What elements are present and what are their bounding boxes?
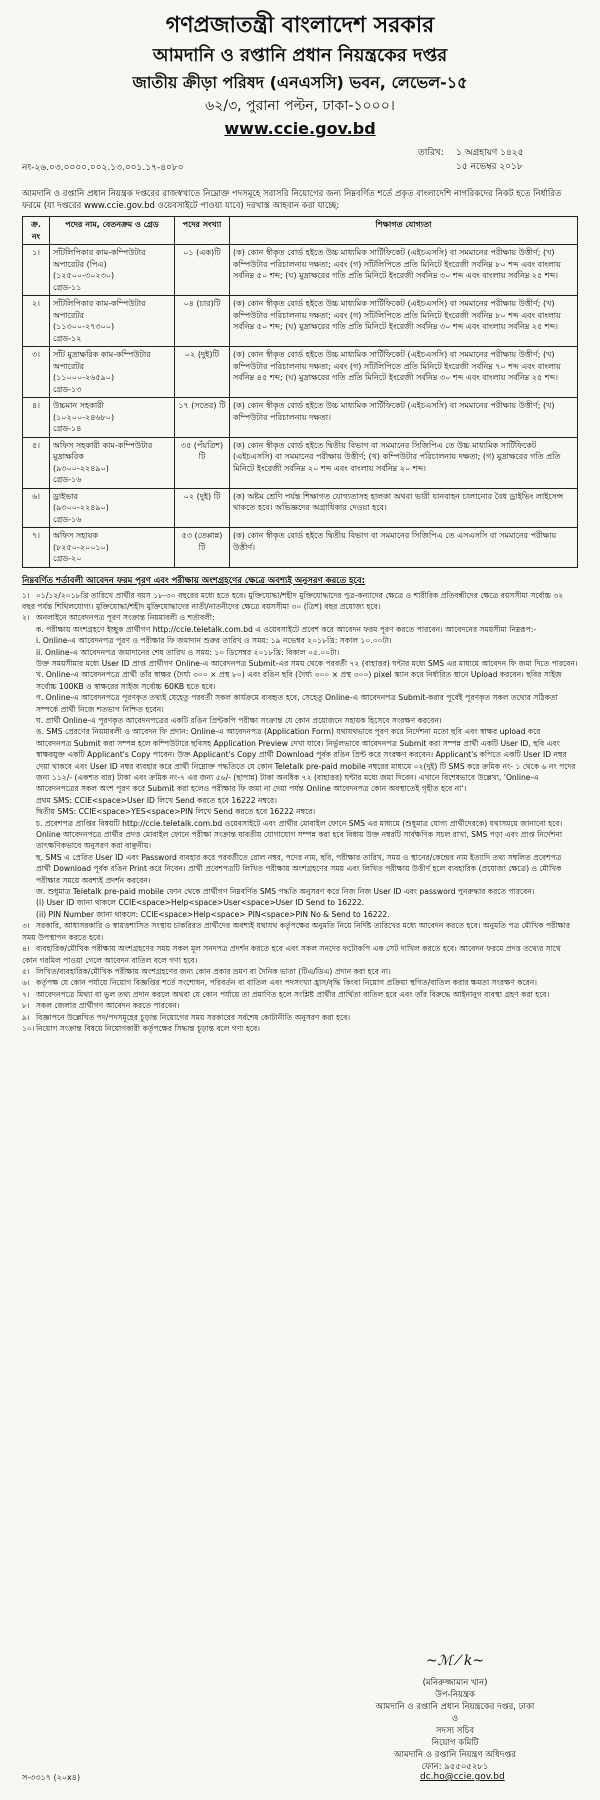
- post-name: অফিস সহায়ক: [53, 531, 99, 540]
- condition-item: [22, 897, 578, 908]
- qualification: (ক) কোন স্বীকৃত বোর্ড হইতে দ্বিতীয় বিভাগ বা সমমানের সিজিপিএ তে উচ্চ মাধ্যমিক সার্টিফিকেট (এইচএসসি) বা সমমানের পরীক্ষায় উত্তীর্ণ; (খ) কম্পিউটার পরিচালনায় দক্ষতা; (গ) মুদ্রাক্ষরের গতি প্রতি মিনিটে ইংরেজী সর্বনিম্ন ২০ শব্দ এবং বাংলায় সর্বনিম্ন ২০ শব্দ।: [230, 437, 578, 488]
- pay-scale: (৮২৫০-২০০১০): [53, 542, 109, 552]
- condition-text: i. Online-এ আবেদনপত্র পূরণ ও পরীক্ষার ফি জমাদান শুরুর তারিখ ও সময়: ১৯ নভেম্বর ২০১৮খ্রি: সকাল ১০.০০টা।: [36, 636, 392, 646]
- condition-item: [22, 612, 578, 623]
- qualification: (ক) কোন স্বীকৃত বোর্ড হইতে উচ্চ মাধ্যমিক সার্টিফিকেট (এইচএসসি) বা সমমানের পরীক্ষায় উত্তীর্ণ; (খ) কম্পিউটার পরিচালনায় দক্ষতা; এবং (গ) সাঁটলিপিতে প্রতি মিনিটে ইংরেজী সর্বনিম্ন ৭০ শব্দ এবং বাংলায় সর্বনিম্ন ৪৫ শব্দ; (ঘ) মুদ্রাক্ষরের গতি প্রতি মিনিটে ইংরেজী সর্বনিম্ন ৩০ শব্দ এবং বাংলায় সর্বনিম্ন ২৫ শব্দ।: [230, 347, 578, 398]
- condition-text: ঘ. প্রার্থী Online-এ পূরণকৃত আবেদনপত্রের একটি রঙিন প্রিন্টকপি পরীক্ষা সংক্রান্ত যে কোন প্রয়োজনে সহায়ক হিসেবে সংরক্ষণ করবেন।: [36, 715, 442, 725]
- condition-number: ১।: [22, 590, 30, 600]
- condition-text: বিজ্ঞাপনে উল্লেখিত পদ/পদসমূহের চূড়ান্ত নিয়োগের সময় সরকারের সর্বশেষ কোটানীতি অনুসরণ করা হবে।: [36, 1012, 351, 1022]
- pay-grade: গ্রেড-২০: [53, 554, 82, 563]
- print-code: স-৩৩১৭ (২০x৪): [22, 1773, 81, 1782]
- qualification: (ক) কোন স্বীকৃত বোর্ড হইতে উচ্চ মাধ্যমিক সার্টিফিকেট (এইচএসসি) বা সমমানের পরীক্ষায় উত্তীর্ণ; (খ) কম্পিউটার পরিচালনায় দক্ষতা; এবং (গ) সাঁটলিপিতে প্রতি মিনিটে ইংরেজী সর্বনিম্ন ৮০ শব্দ এবং বাংলায় সর্বনিম্ন ৫০ শব্দ; (ঘ) মুদ্রাক্ষরের গতি প্রতি মিনিটে ইংরেজী সর্বনিম্ন ৩০ শব্দ এবং বাংলায় সর্বনিম্ন ২৫ শব্দ।: [230, 245, 578, 296]
- conditions-title: নিম্নবর্ণিত শর্তাবলী আবেদন ফরম পূরণ এবং পরীক্ষায় অংশগ্রহণের ক্ষেত্রে অবশ্যই অনুসরণ করতে হবে:: [22, 575, 366, 586]
- signatory-name: (মনিরুজ্জামান খান): [422, 1678, 488, 1688]
- pay-scale: (৯৩০০-২২৪৯০): [53, 463, 109, 473]
- pay-grade: গ্রেড-১২: [53, 333, 82, 343]
- condition-number: ৯।: [22, 1012, 30, 1022]
- date-english: ১৫ নভেম্বর ২০১৮: [456, 162, 523, 172]
- table-row: [23, 245, 578, 296]
- pay-scale: (১১৩০০-২৭৩০০): [53, 322, 115, 331]
- condition-item: [22, 909, 578, 920]
- notice-page: [22, 12, 578, 1034]
- condition-item: [22, 647, 578, 658]
- pay-grade: গ্রেড-১১: [53, 282, 82, 292]
- row-post: [50, 528, 175, 568]
- header-post-count: পদের সংখ্যা: [175, 217, 230, 245]
- pay-scale: (১১০০০-২৬৫৯০): [53, 373, 115, 382]
- issue-date: [418, 146, 568, 174]
- pay-scale: (১০২০০-২৪৬৮০): [53, 412, 115, 422]
- condition-text: জ. শুধুমাত্র Teletalk pre-paid mobile ফোন থেকে প্রার্থীগণ নিম্নবর্ণিত SMS পদ্ধতি অনুসরণ করে নিজ নিজ User ID এবং password পুনরুদ্ধার করতে পারবেন।: [36, 887, 535, 897]
- qualification: (ক) কোন স্বীকৃত বোর্ড হইতে দ্বিতীয় বিভাগ বা সমমানের সিজিপিএ তে এসএসসি বা সমমানের পরীক্ষায় উত্তীর্ণ।: [230, 528, 578, 568]
- condition-item: [22, 1012, 578, 1023]
- contact-email[interactable]: dc.ho@ccie.gov.bd: [420, 1772, 505, 1782]
- post-count: ০২ (দুই) টি: [175, 488, 230, 528]
- post-count: ৩৫ (পঁয়ত্রিশ) টি: [175, 437, 230, 488]
- post-name: উচ্চমান সহকারী: [53, 401, 104, 410]
- posts-table: [22, 216, 578, 568]
- post-count: ০৪ (চার)টি: [175, 296, 230, 347]
- post-count: ৫৩ (তেপ্পান্ন) টি: [175, 528, 230, 568]
- condition-item: [22, 806, 578, 817]
- condition-text: ঙ. SMS প্রেরণের নিয়মাবলী ও আবেদন ফি প্রদান: Online-এ আবেদনপত্র (Application Form) যথাযথভাবে পূরণ করে নির্দেশনা মতো ছবি এবং স্বাক্ষর upload করে আবেদনপত্র Submit করা সম্পন্ন হলে কম্পিউটারে ছবিসহ Application Preview দেখা যাবে। নির্ভুলভাবে আবেদনপত্র Submit করা সম্পন্ন প্রার্থী একটি User ID, ছবি এবং স্বাক্ষরযুক্ত একটি Applicant's Copy পাবেন। উক্ত Applicant's Copy প্রার্থী Download পূর্বক রঙিন প্রিন্ট করে সংরক্ষণ করবেন। Applicant's কপিতে একটি User ID নম্বর দেয়া থাকবে এবং User ID নম্বর ব্যবহার করে প্রার্থী নিম্নোক্ত পদ্ধতিতে যে কোন Teletalk pre-paid mobile নম্বরের মাধ্যমে ০২(দুই) টি SMS করে ক্রমিক নং- ১ থেকে ৬ নং পদের জন্য ১১২/- (একশত বার) টাকা এবং ক্রমিক নং-৭ এর জন্য ৫৬/- (ছাপান্ন) টাকা অনধিক ৭২ (বাহাত্তর) ঘন্টার মধ্যে জমা দিবেন। এখানে বিশেষভাবে উল্লেখ্য, 'Online-এ আবেদনপত্রের সকল অংশ পূরণ করে Submit করা হলেও পরীক্ষার ফি জমা না দেয়া পর্যন্ত Online আবেদনপত্র কোন অবস্থাতেই গৃহীত হবে না'।: [36, 727, 576, 794]
- post-name: ড্রাইভার: [53, 491, 79, 501]
- pay-grade: গ্রেড-১৬: [53, 475, 82, 484]
- conditions-list: [22, 590, 578, 1035]
- signature-scribble: ~ℳ ⁄ k~: [425, 1653, 485, 1669]
- condition-item: [22, 669, 578, 692]
- condition-item: [22, 989, 578, 1000]
- condition-number: ২।: [22, 613, 30, 623]
- row-post: [50, 398, 175, 438]
- condition-number: ৮।: [22, 1001, 30, 1011]
- condition-text: ii. Online-এ আবেদনপত্র জমাদানের শেষ তারিখ ও সময়: ১০ ডিসেম্বর ২০১৮খ্রি: বিকাল ০৫.০০টা।: [36, 647, 340, 657]
- condition-text: উক্ত সময়সীমার মধ্যে User ID প্রাপ্ত প্রার্থীগণ Online-এ আবেদনপত্র Submit-এর সময় থেকে পরবর্তী ৭২ (বাহাত্তর) ঘন্টার মধ্যে SMS এর মাধ্যমে আবেদন ফি জমা দিতে পারবেন।: [36, 658, 578, 668]
- pay-grade: গ্রেড-১৪: [53, 424, 82, 433]
- pay-grade: গ্রেড-১৩: [53, 384, 82, 394]
- condition-text: অনলাইনে আবেদনপত্র পূরণ সংক্রান্ত নিয়মাবলী ও শর্তাবলী:: [36, 613, 215, 623]
- signatory-role: সদস্য সচিব: [435, 1726, 475, 1736]
- condition-number: ৫।: [22, 966, 30, 976]
- signatory-and: ও: [451, 1714, 459, 1724]
- condition-number: ৩।: [22, 921, 30, 931]
- table-row: [23, 437, 578, 488]
- condition-item: [22, 818, 578, 852]
- condition-text: সকল জেলার প্রার্থীগণ আবেদন করতে পারবেন।: [36, 1001, 180, 1011]
- row-post: [50, 437, 175, 488]
- condition-text: ০১/১২/২০১৮খ্রি তারিখে প্রার্থীর বয়স ১৮-৩০ বছরের মধ্যে হতে হবে। মুক্তিযোদ্ধা/শহীদ মুক্তিযোদ্ধাদের পুত্র-কন্যাদের ক্ষেত্রে ও শারীরিক প্রতিবন্ধীদের ক্ষেত্রে বয়সসীমা সর্বোচ্চ ৩২ বছর পর্যন্ত শিথিলযোগ্য। মুক্তিযোদ্ধা/শহীদ মুক্তিযোদ্ধাদের নাতী/নাতনীদের ক্ষেত্রে বয়সসীমা ৩০ (ত্রিশ) বছর প্রযোজ্য হবে।: [22, 590, 564, 611]
- condition-item: [22, 920, 578, 943]
- condition-item: [22, 943, 578, 966]
- pay-scale: (৯৩০০-২২৪৯০): [53, 503, 109, 512]
- office-name: আমদানি ও রপ্তানি প্রধান নিয়ন্ত্রকের দপ্তর: [152, 45, 448, 66]
- post-name: সাঁটলিপিকার কাম-কম্পিউটার অপারেটর: [53, 299, 146, 320]
- building-address: জাতীয় ক্রীড়া পরিষদ (এনএসসি) ভবন, লেভেল-১৫: [132, 73, 468, 92]
- row-post: [50, 245, 175, 296]
- signatory-phone: ফোন: ৯৫৫০৫২৮১: [421, 1762, 489, 1772]
- condition-item: [22, 726, 578, 794]
- header-post-name: পদের নাম, বেতনক্রম ও গ্রেড: [50, 217, 175, 245]
- post-name: সাঁটলিপিকার কাম-কম্পিউটার অপারেটর (পিএ): [53, 248, 146, 269]
- table-row: [23, 347, 578, 398]
- condition-item: [22, 590, 578, 613]
- post-count: ০২ (দুই)টি: [175, 347, 230, 398]
- date-label: তারিখ:: [418, 148, 444, 158]
- condition-text: লিখিত/ব্যবহারিক/মৌখিক পরীক্ষায় অংশগ্রহণের জন্য কোন প্রকার ভ্রমণ বা দৈনিক ভাতা (টিএ/ডিএ) প্রদান করা হবে না।: [36, 966, 391, 976]
- website-link[interactable]: www.ccie.gov.bd: [224, 119, 376, 138]
- condition-item: [22, 692, 578, 715]
- table-header-row: [23, 217, 578, 245]
- signature-block: [330, 1655, 580, 1773]
- condition-text: খ. Online-এ আবেদনপত্রে প্রার্থী তাঁর স্বাক্ষর (দৈর্ঘ্য ৩০০ × প্রস্থ ৮০) এবং রঙিন ছবি (দৈর্ঘ্য ৩০০ × প্রস্থ ৩০০) pixel স্ক্যান করে নির্ধারিত স্থানে Upload করবেন। ছবির সাইজ সর্বোচ্চ 100KB ও স্বাক্ষরের সাইজ সর্বোচ্চ 60KB হতে হবে।: [36, 670, 562, 691]
- condition-number: ৪।: [22, 944, 30, 954]
- condition-text: (i) User ID জানা থাকলে CCIE<space>Help<space>User<space>User ID Send to 16222.: [36, 898, 365, 908]
- condition-text: ব্যবহারিক/মৌখিক পরীক্ষায় অংশগ্রহণের সময় সকল মূল সনদপত্র প্রদর্শন করতে হবে এবং সকল সনদের ফটোকপি এক সেট দাখিল করতে হবে। আবেদন ফরমে প্রদত্ত তথ্যের সাথে কোন গরমিল পাওয়া গেলে আবেদন বাতিল বলে গণ্য হবে।: [22, 944, 561, 965]
- street-address: ৬২/৩, পুরানা পল্টন, ঢাকা-১০০০।: [205, 98, 395, 114]
- signatory-department: আমদানি ও রপ্তানি নিয়ন্ত্রণ অধিদপ্তর: [393, 1750, 516, 1760]
- row-serial: ৩।: [23, 347, 50, 398]
- condition-item: [22, 966, 578, 977]
- condition-item: [22, 715, 578, 726]
- condition-number: ১০।: [22, 1023, 35, 1033]
- post-name: অফিস সহকারী কাম-কম্পিউটার মুদ্রাক্ষরিক: [53, 440, 153, 461]
- condition-text: (ii) PIN Number জানা থাকলে: CCIE<space>Help<space> PIN<space>PIN No & Send to 16222.: [36, 909, 390, 919]
- condition-text: দ্বিতীয় SMS: CCIE<space>YES<space>PIN লিখে Send করতে হবে 16222 নম্বরে।: [36, 807, 316, 817]
- condition-item: [22, 635, 578, 646]
- condition-text: ছ. SMS এ প্রেরিত User ID এবং Password ব্যবহার করে পরবর্তীতে রোল নম্বর, পদের নাম, ছবি, পরীক্ষার তারিখ, সময় ও স্থানের/কেন্দ্রের নাম ইত্যাদি তথ্য সম্বলিত প্রবেশপত্র প্রার্থী Download পূর্বক রঙিন Print করে নিবেন। প্রার্থী প্রবেশপত্রটি লিখিত পরীক্ষায় অংশগ্রহণের সময় এবং লিখিত পরীক্ষায় উত্তীর্ণ হলে ব্যবহারিক (প্রযোজ্য ক্ষেত্রে) ও মৌখিক পরীক্ষার সময়ে অবশ্যই প্রদর্শন করবেন।: [36, 852, 562, 885]
- condition-text: প্রথম SMS: CCIE<space>User ID লিখে Send করতে হবে 16222 নম্বরে।: [36, 795, 277, 805]
- qualification: (ক) কোন স্বীকৃত বোর্ড হইতে উচ্চ মাধ্যমিক সার্টিফিকেট (এইচএসসি) বা সমমানের পরীক্ষায় উত্তীর্ণ; (খ) কম্পিউটার পরিচালনায় দক্ষতা; এবং (গ) সাঁটলিপিতে প্রতি মিনিটে ইংরেজী সর্বনিম্ন ৮০ শব্দ এবং বাংলায় সর্বনিম্ন ৫০ শব্দ; (ঘ) মুদ্রাক্ষরের গতি প্রতি মিনিটে ইংরেজী সর্বনিম্ন ৩০ শব্দ এবং বাংলায় সর্বনিম্ন ২৫ শব্দ।: [230, 296, 578, 347]
- reference-row: [22, 146, 578, 186]
- condition-item: [22, 1023, 578, 1034]
- signatory-committee: নিয়োগ কমিটি: [431, 1738, 479, 1748]
- header-serial: ক্র. নং: [23, 217, 50, 245]
- memo-number: নং-২৬.০৩.০০০০.০০২.১৩.০০১.১৭-৪০৮০: [22, 163, 184, 173]
- post-name: সাঁট মুদ্রাক্ষরিক কাম-কম্পিউটার অপারেটর: [53, 350, 151, 371]
- date-bangla: ১ অগ্রহায়ণ ১৪২৫: [456, 148, 524, 158]
- post-count: ১৭ (সতের) টি: [175, 398, 230, 438]
- table-row: [23, 528, 578, 568]
- row-serial: ১।: [23, 245, 50, 296]
- condition-text: চ. প্রবেশপত্র প্রাপ্তির বিষয়টি http://ccie.teletalk.com.bd ওয়েবসাইটে এবং প্রার্থীর মোবাইল ফোনে SMS এর মাধ্যমে (শুধুমাত্র যোগ্য প্রার্থীদেরকে) যথাসময়ে জানানো হবে। Online আবেদনপত্রে প্রার্থীর প্রদত্ত মোবাইল ফোনে পরীক্ষা সংক্রান্ত যাবতীয় যোগাযোগ সম্পন্ন করা হবে বিধায় উক্ত নম্বরটি সার্বক্ষণিক সচল রাখা, SMS পড়া এবং প্রাপ্ত নির্দেশনা তাৎক্ষণিকভাবে অনুসরণ করা বাঞ্ছনীয়।: [36, 818, 563, 851]
- qualification: (ক) অষ্টম শ্রেণি পর্যন্ত শিক্ষাগত যোগ্যতাসহ হালকা অথবা ভারী যানবাহন চালানোর বৈধ ড্রাইভিং লাইসেন্স থাকতে হবে। অভিজ্ঞদের অগ্রাধিকার দেওয়া হবে।: [230, 488, 578, 528]
- condition-number: ৭।: [22, 989, 30, 999]
- row-post: [50, 488, 175, 528]
- table-row: [23, 398, 578, 438]
- condition-item: [22, 795, 578, 806]
- row-post: [50, 347, 175, 398]
- post-count: ০১ (এক)টি: [175, 245, 230, 296]
- pay-grade: গ্রেড-১৬: [53, 514, 82, 524]
- qualification: (ক) কোন স্বীকৃত বোর্ড হইতে উচ্চ মাধ্যমিক সার্টিফিকেট (এইচএসসি) বা সমমানের পরীক্ষায় উত্তীর্ণ; (খ) কম্পিউটার পরিচালনায় দক্ষতা।: [230, 398, 578, 438]
- row-serial: ৬।: [23, 488, 50, 528]
- row-post: [50, 296, 175, 347]
- condition-item: [22, 658, 578, 669]
- condition-text: গ. Online-এ আবেদনপত্রে পূরণকৃত তথ্যই যেহেতু পরবর্তী সকল কার্যক্রমে ব্যবহৃত হবে, সেহেতু Online-এ আবেদনপত্র Submit-করার পূর্বেই পূরণকৃত সকল তথ্যের সঠিকতা সম্পর্কে প্রার্থী নিজে শতভাগ নিশ্চিত হবেন।: [36, 693, 558, 714]
- signatory-office: আমদানি ও রপ্তানি প্রধান নিয়ন্ত্রকের দপ্তর, ঢাকা: [375, 1702, 535, 1712]
- condition-item: [22, 977, 578, 988]
- pay-scale: (১২৫০০-৩০২৩০): [53, 271, 115, 280]
- condition-number: ৬।: [22, 978, 30, 988]
- condition-item: [22, 1000, 578, 1011]
- header-qualification: শিক্ষাগত যোগ্যতা: [230, 217, 578, 245]
- condition-item: [22, 886, 578, 897]
- row-serial: ৭।: [23, 528, 50, 568]
- condition-text: নিয়োগ সংক্রান্ত বিষয়ে নিয়োগকারী কর্তৃপক্ষের সিদ্ধান্ত চূড়ান্ত বলে গণ্য হবে।: [36, 1023, 260, 1033]
- condition-item: [22, 624, 578, 635]
- condition-text: কর্তৃপক্ষ যে কোন পর্যায়ে নিয়োগ বিজ্ঞপ্তির শর্তে সংশোধন, পরিবর্তন বা বাতিল এবং পদসংখ্যা হ্রাস/বৃদ্ধি কিংবা নিয়োগ প্রক্রিয়া স্থগিত/বাতিল করার ক্ষমতা সংরক্ষণ করেন।: [36, 978, 538, 988]
- condition-text: সরকারি, আধাসরকারি ও স্বায়ত্তশাসিত সংস্থায় চাকরিরত প্রার্থীদের অবশ্যই যথাযথ কর্তৃপক্ষের অনুমতি নিয়ে নির্দিষ্ট তারিখের মধ্যে আবেদন করতে হবে। অনুমতি পত্র মৌখিক পরীক্ষার সময় উপস্থাপন করতে হবে।: [22, 921, 571, 942]
- government-name: গণপ্রজাতন্ত্রী বাংলাদেশ সরকার: [165, 13, 435, 38]
- signatory-designation: উপ-নিয়ন্ত্রক: [435, 1690, 475, 1700]
- table-row: [23, 488, 578, 528]
- table-row: [23, 296, 578, 347]
- row-serial: ২।: [23, 296, 50, 347]
- condition-text: ক. পরীক্ষায় অংশগ্রহণে ইচ্ছুক প্রার্থীগণ http://ccie.teletalk.com.bd এ ওয়েবসাইটে প্রবেশ করে আবেদন ফরম পূরণ করতে পারবেন। আবেদনের সময়সীমা নিম্নরূপ:-: [36, 624, 537, 634]
- letterhead: [22, 12, 578, 140]
- condition-item: [22, 852, 578, 886]
- condition-text: আবেদনপত্রে মিথ্যা বা ভুল তথ্য প্রদান করলে অথবা যে কোন পর্যায়ে তা প্রমাণিত হলে সংশ্লিষ্ট প্রার্থীর প্রার্থিতা বাতিল হবে এবং তাঁর বিরুদ্ধে আইনানুগ ব্যবস্থা গ্রহণ করা হবে।: [36, 989, 550, 999]
- row-serial: ৪।: [23, 398, 50, 438]
- intro-paragraph: আমদানি ও রপ্তানি প্রধান নিয়ন্ত্রক দপ্তরের রাজস্বখাতে নিম্নোক্ত পদসমূহে সরাসরি নিয়োগের জন্য নিম্নবর্ণিত শর্তে প্রকৃত বাংলাদেশি নাগরিকদের নিকট হতে নির্ধারিত ফরমে (যা দপ্তরের www.ccie.gov.bd ওয়েবসাইটে পাওয়া যাবে) দরখাস্ত আহবান করা যাচ্ছে:: [22, 189, 562, 211]
- row-serial: ৫।: [23, 437, 50, 488]
